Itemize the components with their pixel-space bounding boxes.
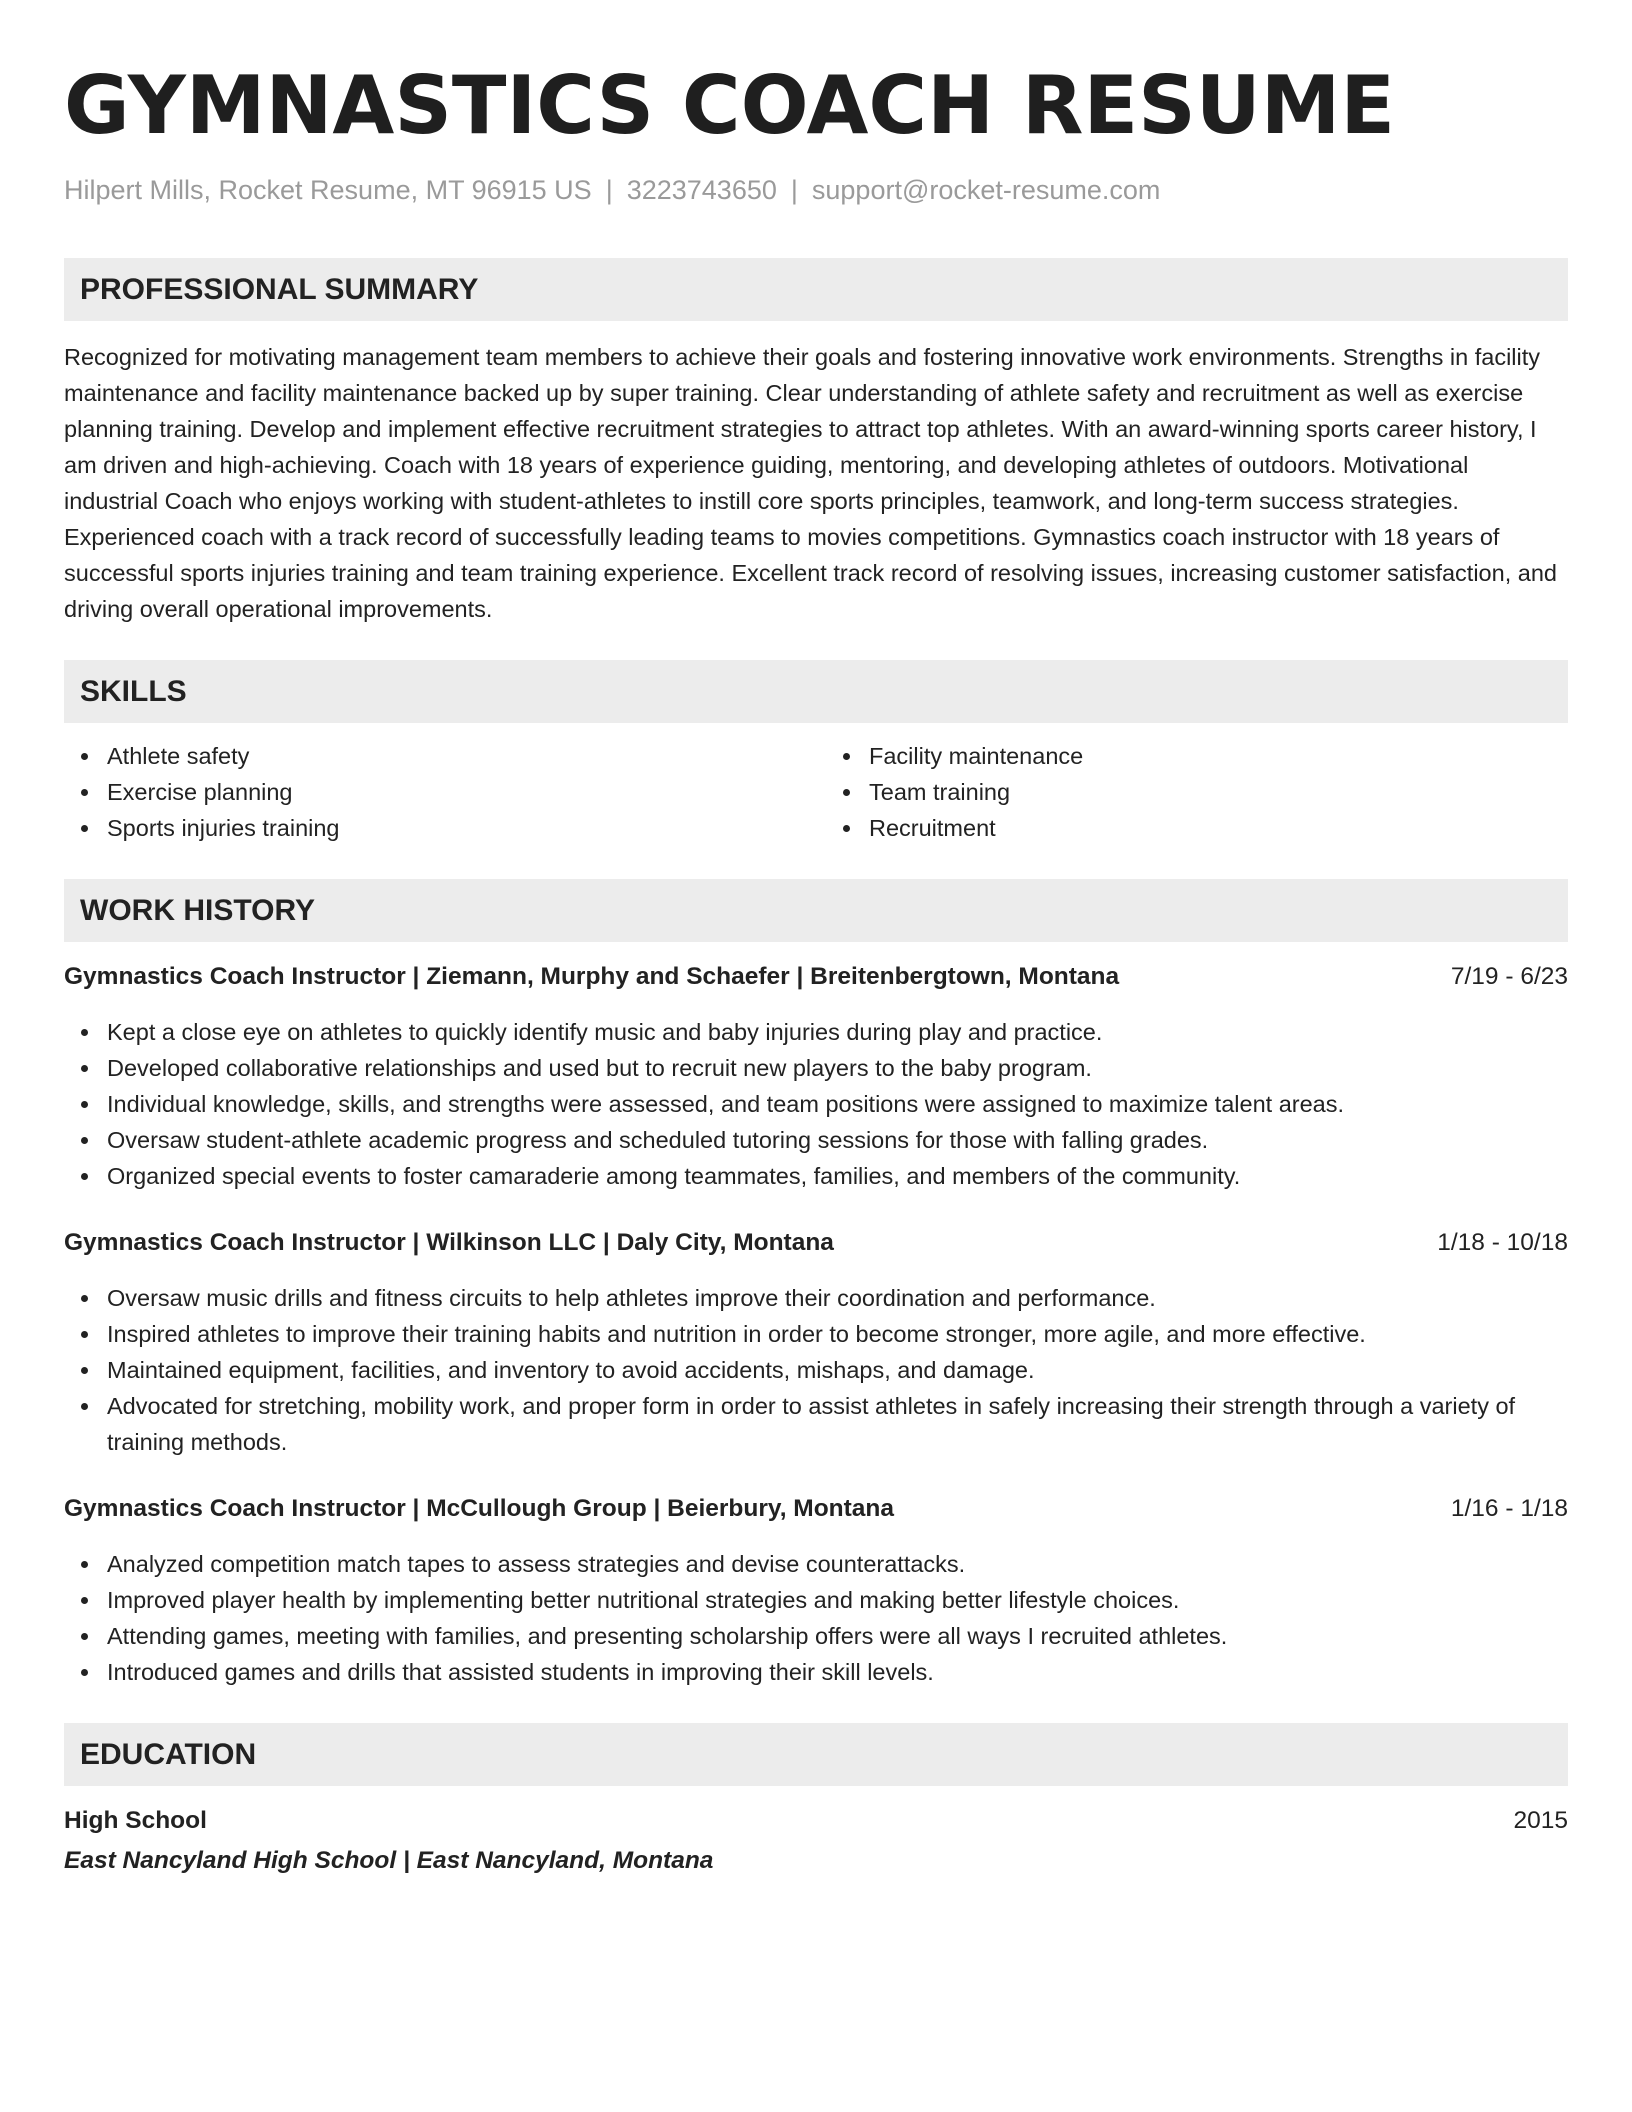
job-bullet: Analyzed competition match tapes to assess strategies and devise counterattacks. <box>64 1546 1568 1582</box>
contact-phone: 3223743650 <box>626 175 777 205</box>
skill-item: Sports injuries training <box>64 810 806 846</box>
job-title: Gymnastics Coach Instructor | McCullough Group | Beierbury, Montana <box>64 1495 895 1522</box>
job-bullet: Maintained equipment, facilities, and inventory to avoid accidents, mishaps, and damage. <box>64 1352 1568 1388</box>
section-header-work-history: WORK HISTORY <box>64 879 1568 942</box>
section-header-skills: SKILLS <box>64 660 1568 723</box>
job-bullet: Improved player health by implementing better nutritional strategies and making better lifestyle choices. <box>64 1582 1568 1618</box>
skill-item: Athlete safety <box>64 738 806 774</box>
job-entry <box>64 959 1568 1194</box>
job-entry <box>64 1491 1568 1690</box>
job-bullet: Introduced games and drills that assisted students in improving their skill levels. <box>64 1654 1568 1690</box>
skill-item: Team training <box>826 774 1568 810</box>
contact-separator: | <box>790 175 798 205</box>
job-title: Gymnastics Coach Instructor | Wilkinson LLC | Daly City, Montana <box>64 1229 834 1256</box>
job-bullet: Organized special events to foster camaraderie among teammates, families, and members of the community. <box>64 1158 1568 1194</box>
resume-title: GYMNASTICS COACH RESUME <box>64 59 1396 152</box>
job-bullets <box>64 1546 1568 1690</box>
contact-line <box>64 172 1568 208</box>
contact-separator: | <box>605 175 613 205</box>
skills-list-left <box>64 738 806 846</box>
job-bullet: Individual knowledge, skills, and strengths were assessed, and team positions were assigned to maximize talent areas. <box>64 1086 1568 1122</box>
section-header-summary: PROFESSIONAL SUMMARY <box>64 258 1568 321</box>
job-bullet: Advocated for stretching, mobility work, and proper form in order to assist athletes in safely increasing their strength through a variety of training methods. <box>64 1388 1568 1460</box>
job-bullet: Inspired athletes to improve their training habits and nutrition in order to become stronger, more agile, and more effective. <box>64 1316 1568 1352</box>
education-year: 2015 <box>1513 1807 1568 1834</box>
job-header <box>64 959 1568 995</box>
education-school: East Nancyland High School | East Nancyland, Montana <box>64 1847 714 1874</box>
job-bullet: Kept a close eye on athletes to quickly identify music and baby injuries during play and practice. <box>64 1014 1568 1050</box>
job-dates: 7/19 - 6/23 <box>1450 963 1568 990</box>
job-dates: 1/16 - 1/18 <box>1450 1495 1568 1522</box>
job-bullet: Oversaw student-athlete academic progress and scheduled tutoring sessions for those with falling grades. <box>64 1122 1568 1158</box>
education-degree: High School <box>64 1807 207 1834</box>
skill-item: Recruitment <box>826 810 1568 846</box>
section-header-education: EDUCATION <box>64 1723 1568 1786</box>
skills-list-right <box>826 738 1568 846</box>
job-dates: 1/18 - 10/18 <box>1437 1229 1568 1256</box>
job-bullet: Attending games, meeting with families, and presenting scholarship offers were all ways I recruited athletes. <box>64 1618 1568 1654</box>
contact-address: Hilpert Mills, Rocket Resume, MT 96915 US <box>64 175 592 205</box>
job-header <box>64 1225 1568 1261</box>
job-bullet: Oversaw music drills and fitness circuits to help athletes improve their coordination and performance. <box>64 1280 1568 1316</box>
summary-text: Recognized for motivating management team members to achieve their goals and fostering innovative work environments. Strengths in facility maintenance and facility maintenance backed up by super training. Clear understanding of athlete safety and recruitment as well as exercise planning training. Develop and implement effective recruitment strategies to attract top athletes. With an award-winning sports career history, I am driven and high-achieving. Coach with 18 years of experience guiding, mentoring, and developing athletes of outdoors. Motivational industrial Coach who enjoys working with student-athletes to instill core sports principles, teamwork, and long-term success strategies. Experienced coach with a track record of successfully leading teams to movies competitions. Gymnastics coach instructor with 18 years of successful sports injuries training and team training experience. Excellent track record of resolving issues, increasing customer satisfaction, and driving overall operational improvements. <box>64 344 1557 622</box>
skills-grid <box>64 738 1568 846</box>
education-header <box>64 1803 1568 1839</box>
job-header <box>64 1491 1568 1527</box>
job-title: Gymnastics Coach Instructor | Ziemann, Murphy and Schaefer | Breitenbergtown, Montana <box>64 963 1120 990</box>
skill-item: Exercise planning <box>64 774 806 810</box>
skill-item: Facility maintenance <box>826 738 1568 774</box>
contact-email: support@rocket-resume.com <box>811 175 1161 205</box>
job-bullets <box>64 1014 1568 1194</box>
job-entry <box>64 1225 1568 1460</box>
job-bullets <box>64 1280 1568 1460</box>
job-bullet: Developed collaborative relationships and used but to recruit new players to the baby program. <box>64 1050 1568 1086</box>
